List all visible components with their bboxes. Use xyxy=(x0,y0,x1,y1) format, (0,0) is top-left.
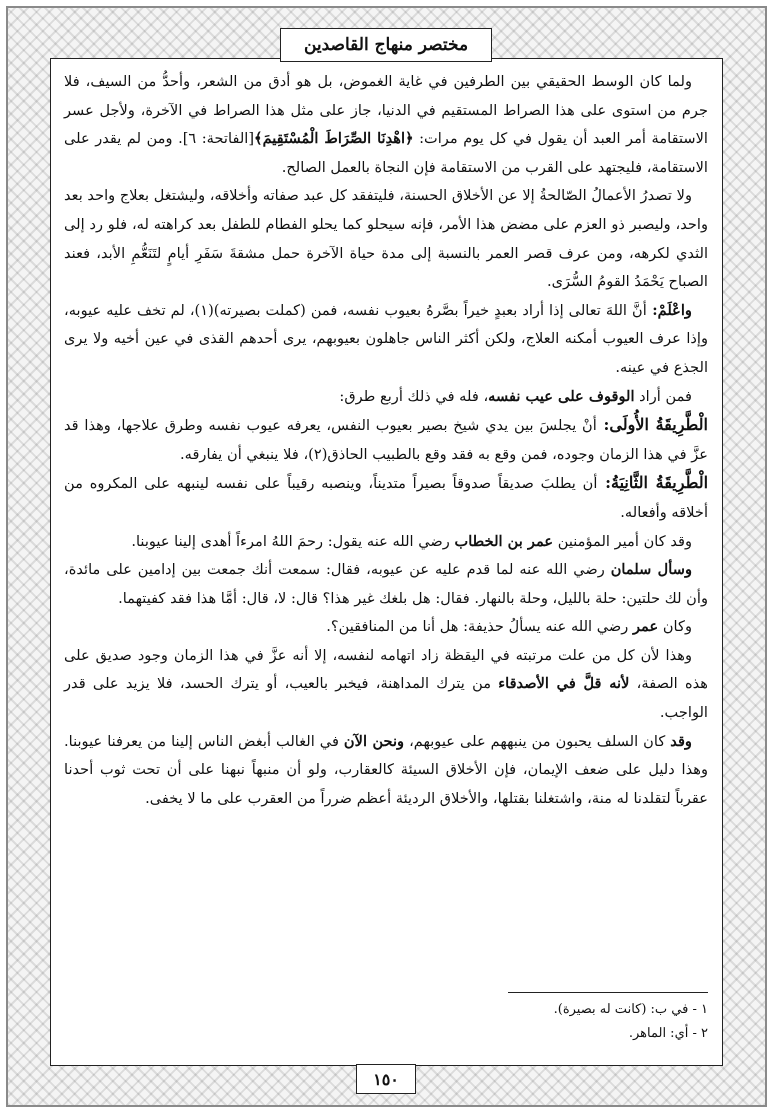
paragraph xyxy=(64,642,708,728)
text-run: أن يطلبَ صديقاً صدوقاً بصيراً متديناً، وينصبه رقيباً على نفسه لينبهه على المكروه من أخلاقه وأفعاله. xyxy=(64,475,708,521)
paragraph xyxy=(64,383,708,412)
text-run: أنْ يجلسَ بين يدي شيخ بصير بعيوب النفس، يعرفه عيوب نفسه وطرق علاجها، وهذا قد عزَّ في هذا الزمان وجوده، فمن وقع به فقد وقع بالطبيب الحاذق(٢)، فلا ينبغي أن يفارقه. xyxy=(64,417,708,463)
text-run: فمن أراد xyxy=(634,387,692,405)
page-number: ١٥٠ xyxy=(373,1069,399,1089)
bold-phrase: وسأل سلمان xyxy=(610,561,692,579)
bold-phrase: وقد xyxy=(670,732,692,750)
paragraph xyxy=(64,556,708,613)
bold-phrase: ﴿اهْدِنَا الصِّرَاطَ الْمُسْتَقِيمَ﴾ xyxy=(254,130,414,148)
bold-phrase: ونحن الآن xyxy=(343,732,405,750)
text-run: في الغالب أبغض الناس إلينا من يعرفنا عيوبنا. وهذا دليل على ضعف الإيمان، فإن الأخلاق السيئة كالعقارب، ولو أن منبهاً نبهنا على أن تحت ثوب أحدنا عقرباً لتقلدنا له منة، واشتغلنا بقتلها، والأخلاق الرديئة أعظم ضرراً من العقرب على ما لا يخفى. xyxy=(64,732,708,807)
page-number-box xyxy=(356,1064,416,1094)
paragraph xyxy=(64,613,708,642)
method-heading: الْطَّرِيقَةُ الثَّانِيَةُ: xyxy=(597,473,709,493)
footnote: ٢ - أي: الماهر. xyxy=(628,1026,708,1041)
text-run: ، فله في ذلك أربع طرق: xyxy=(339,387,489,405)
footnote: ١ - في ب: (كانت له بصيرة). xyxy=(553,1002,708,1017)
paragraph xyxy=(64,728,708,814)
bold-phrase: واعْلَمْ: xyxy=(646,301,692,319)
paragraph xyxy=(64,297,708,383)
text-run: أنَّ اللهَ تعالى إذا أراد بعبدٍ خيراً بصَّرهُ بعيوب نفسه، فمن (كملت بصيرته)(١)، لم تخف عليه عيوبه، وإذا عرف العيوب أمكنه العلاج، ولكن أكثر الناس جاهلون بعيوبهم، يرى أحدهم القذى في عين أخيه ولا يرى الجذع في عينه. xyxy=(64,301,708,376)
text-run: وكان xyxy=(658,618,692,636)
book-title: مختصر منهاج القاصدين xyxy=(303,35,469,55)
footnote-list xyxy=(64,992,708,1046)
bold-phrase: لأنه قلَّ في الأصدقاء xyxy=(498,675,630,693)
paragraph xyxy=(64,182,708,296)
running-header xyxy=(280,28,492,62)
paragraph xyxy=(64,411,708,469)
text-run: كان السلف يحبون من ينبههم على عيوبهم، xyxy=(404,732,671,750)
text-run: رضي الله عنه يسألُ حذيفة: هل أنا من المنافقين؟. xyxy=(326,618,633,636)
method-heading: الْطَّرِيقَةُ الأُولَى: xyxy=(596,415,708,435)
text-run: رضي الله عنه يقول: رحمَ اللهُ امرءاً أهدى إلينا عيوبنا. xyxy=(131,532,455,550)
bold-phrase: عمر بن الخطاب xyxy=(454,532,554,550)
text-run: ولما كان الوسط الحقيقي بين الطرفين في غاية الغموض، بل هو أدق من الشعر، وأحدُّ من السيف، فلا جرم من استوى على هذا الصراط المستقيم في الدنيا، جاز على مثل هذا الصراط في الآخرة، ولأجل عسر الاستقامة أمر العبد أن يقول في كل يوم مرات: xyxy=(64,73,708,148)
main-text xyxy=(64,68,708,813)
footnotes xyxy=(64,992,708,1046)
paragraph xyxy=(64,528,708,557)
paragraph xyxy=(64,68,708,182)
bold-phrase: الوقوف على عيب نفسه xyxy=(488,387,635,405)
text-run: وقد كان أمير المؤمنين xyxy=(553,532,692,550)
text-run: [الفاتحة: ٦]. ومن لم يقدر على الاستقامة، فليجتهد على القرب من الاستقامة فإن النجاة بالعمل الصالح. xyxy=(64,130,708,176)
text-run: ولا تصدرُ الأعمالُ الصّالحةُ إلا عن الأخلاق الحسنة، فليتفقد كل عبد صفاته وأخلاقه، وليشتغل بعلاج واحد بعد واحد، وليصبر ذو العزم على مضض هذا الأمر، فإنه سيحلو كما يحلو الفطام للطفل بعد كراهته له، فلو رد إلى الثدي لكرهه، ومن عرف قصر العمر بالنسبة إلى مدة حياة الآخرة حمل مشقةَ سَفَرِ أيامٍ لتَنَعُّمِ الأبد، فعند الصباح يَحْمَدُ القومُ السُّرَى. xyxy=(64,187,708,291)
text-run: وهذا لأن كل من علت مرتبته في اليقظة زاد اتهامه لنفسه، إلا أنه عزَّ في هذا الزمان وجود صديق على هذه الصفة، xyxy=(64,646,708,693)
bold-phrase: عمر xyxy=(632,618,659,636)
footnote-rule xyxy=(508,992,708,993)
text-run: من يترك المداهنة، فيخبر بالعيب، أو يترك الحسد، فلا يزيد على قدر الواجب. xyxy=(64,675,708,722)
text-run: رضي الله عنه لما قدم عليه عن عيوبه، فقال: سمعت أنك جمعت بين إدامين على مائدة، وأن لك حلتين: حلة بالليل، وحلة بالنهار. فقال: هل بلغك غير هذا؟ قال: لا، قال: أمَّا هذا فقد كفيتهما. xyxy=(64,561,708,607)
paragraph xyxy=(64,469,708,527)
